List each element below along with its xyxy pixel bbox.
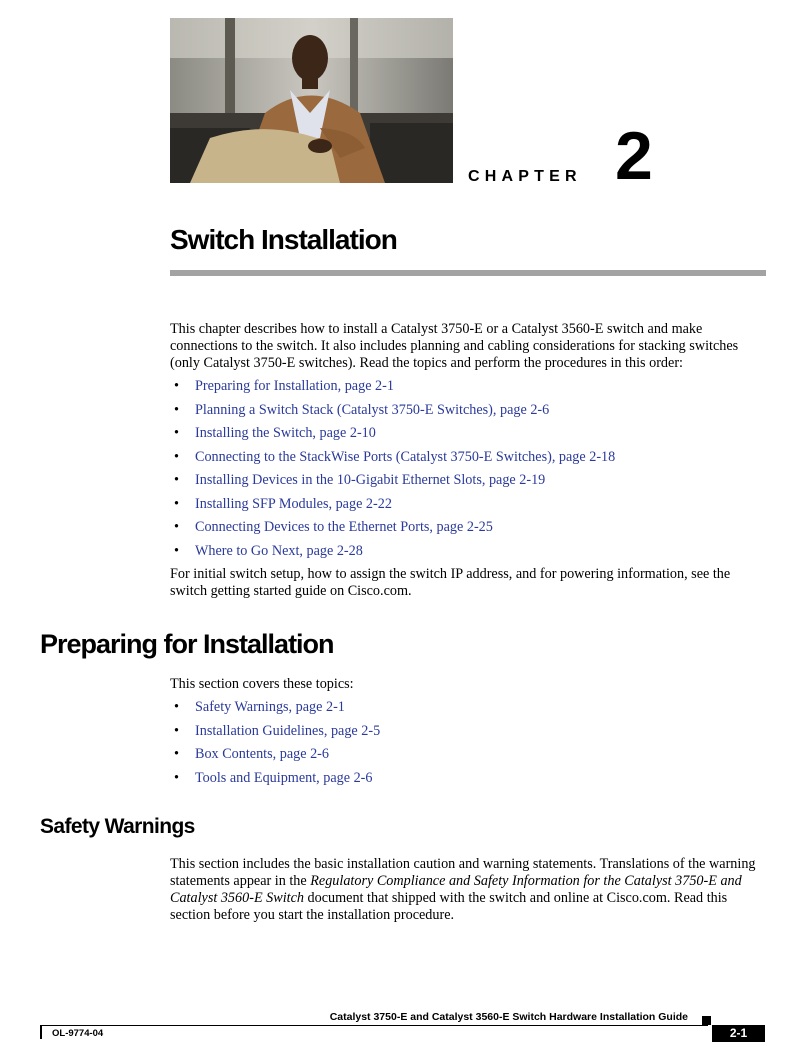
chapter-label: CHAPTER bbox=[468, 168, 582, 185]
toc-link[interactable]: Where to Go Next, page 2-28 bbox=[195, 542, 363, 559]
safety-paragraph bbox=[170, 856, 768, 924]
list-item bbox=[170, 770, 768, 794]
safety-document-title: Regulatory Compliance and Safety Information for the Catalyst 3750-E and Catalyst 3560-E Switch bbox=[170, 873, 742, 906]
section-heading-preparing: Preparing for Installation bbox=[40, 629, 334, 659]
footer-doc-number: OL-9774-04 bbox=[52, 1028, 104, 1039]
chapter-number: 2 bbox=[615, 118, 651, 194]
safety-text-2: document that shipped with the switch and online at Cisco.com. Read this section before you start the installation procedure. bbox=[170, 890, 728, 923]
intro-paragraph: This chapter describes how to install a Catalyst 3750-E or a Catalyst 3560-E switch and make connections to the switch. It also includes planning and cabling considerations for stacking switches (only Catalyst 3750-E switches). Read the topics and perform the procedures in this order: bbox=[170, 321, 739, 371]
footer-page-number: 2-1 bbox=[712, 1025, 765, 1042]
bullet-icon: • bbox=[174, 769, 179, 786]
bullet-icon: • bbox=[174, 746, 179, 762]
toc-link[interactable]: Tools and Equipment, page 2-6 bbox=[195, 769, 373, 786]
list-item bbox=[170, 723, 768, 747]
list-item bbox=[170, 402, 768, 426]
title-rule bbox=[170, 270, 766, 276]
bullet-icon: • bbox=[174, 448, 179, 465]
footer-guide-title: Catalyst 3750-E and Catalyst 3560-E Switch Hardware Installation Guide bbox=[329, 1011, 688, 1023]
toc-link[interactable]: Planning a Switch Stack (Catalyst 3750-E Switches), page 2-6 bbox=[195, 401, 550, 418]
toc-link[interactable]: Installing SFP Modules, page 2-22 bbox=[195, 495, 392, 512]
preparing-link-list bbox=[170, 699, 768, 793]
photo-illustration bbox=[170, 18, 453, 183]
list-item bbox=[170, 496, 768, 520]
toc-link[interactable]: Connecting Devices to the Ethernet Ports, page 2-25 bbox=[195, 519, 493, 535]
list-item bbox=[170, 746, 768, 770]
bullet-icon: • bbox=[174, 699, 179, 715]
footer-marker bbox=[702, 1016, 711, 1025]
bullet-icon: • bbox=[174, 519, 179, 535]
footer-tick bbox=[40, 1025, 42, 1039]
toc-link[interactable]: Preparing for Installation, page 2-1 bbox=[195, 378, 394, 394]
footer-rule bbox=[40, 1025, 708, 1026]
bullet-icon: • bbox=[174, 495, 179, 512]
toc-link[interactable]: Safety Warnings, page 2-1 bbox=[195, 699, 345, 715]
intro-closing-paragraph: For initial switch setup, how to assign the switch IP address, and for powering information, see the switch getting started guide on Cisco.com. bbox=[170, 566, 731, 599]
list-item bbox=[170, 472, 768, 496]
toc-link[interactable]: Installing the Switch, page 2-10 bbox=[195, 425, 376, 441]
list-item bbox=[170, 699, 768, 723]
list-item bbox=[170, 449, 768, 473]
bullet-icon: • bbox=[174, 472, 179, 488]
preparing-paragraph: This section covers these topics: bbox=[170, 676, 354, 692]
list-item bbox=[170, 543, 768, 567]
toc-link[interactable]: Box Contents, page 2-6 bbox=[195, 746, 329, 762]
section-heading-safety: Safety Warnings bbox=[40, 815, 195, 838]
toc-link[interactable]: Installing Devices in the 10-Gigabit Ethernet Slots, page 2-19 bbox=[195, 472, 546, 488]
safety-text-1: This section includes the basic installation caution and warning statements. Translations of the warning statements appear in the bbox=[170, 856, 756, 889]
bullet-icon: • bbox=[174, 542, 179, 559]
toc-link[interactable]: Connecting to the StackWise Ports (Catalyst 3750-E Switches), page 2-18 bbox=[195, 448, 616, 465]
bullet-icon: • bbox=[174, 401, 179, 418]
toc-link[interactable]: Installation Guidelines, page 2-5 bbox=[195, 722, 381, 739]
chapter-title: Switch Installation bbox=[170, 224, 397, 255]
list-item bbox=[170, 425, 768, 449]
bullet-icon: • bbox=[174, 425, 179, 441]
bullet-icon: • bbox=[174, 378, 179, 394]
list-item bbox=[170, 519, 768, 543]
bullet-icon: • bbox=[174, 722, 179, 739]
intro-link-list bbox=[170, 378, 768, 566]
chapter-photo bbox=[170, 18, 453, 183]
list-item bbox=[170, 378, 768, 402]
